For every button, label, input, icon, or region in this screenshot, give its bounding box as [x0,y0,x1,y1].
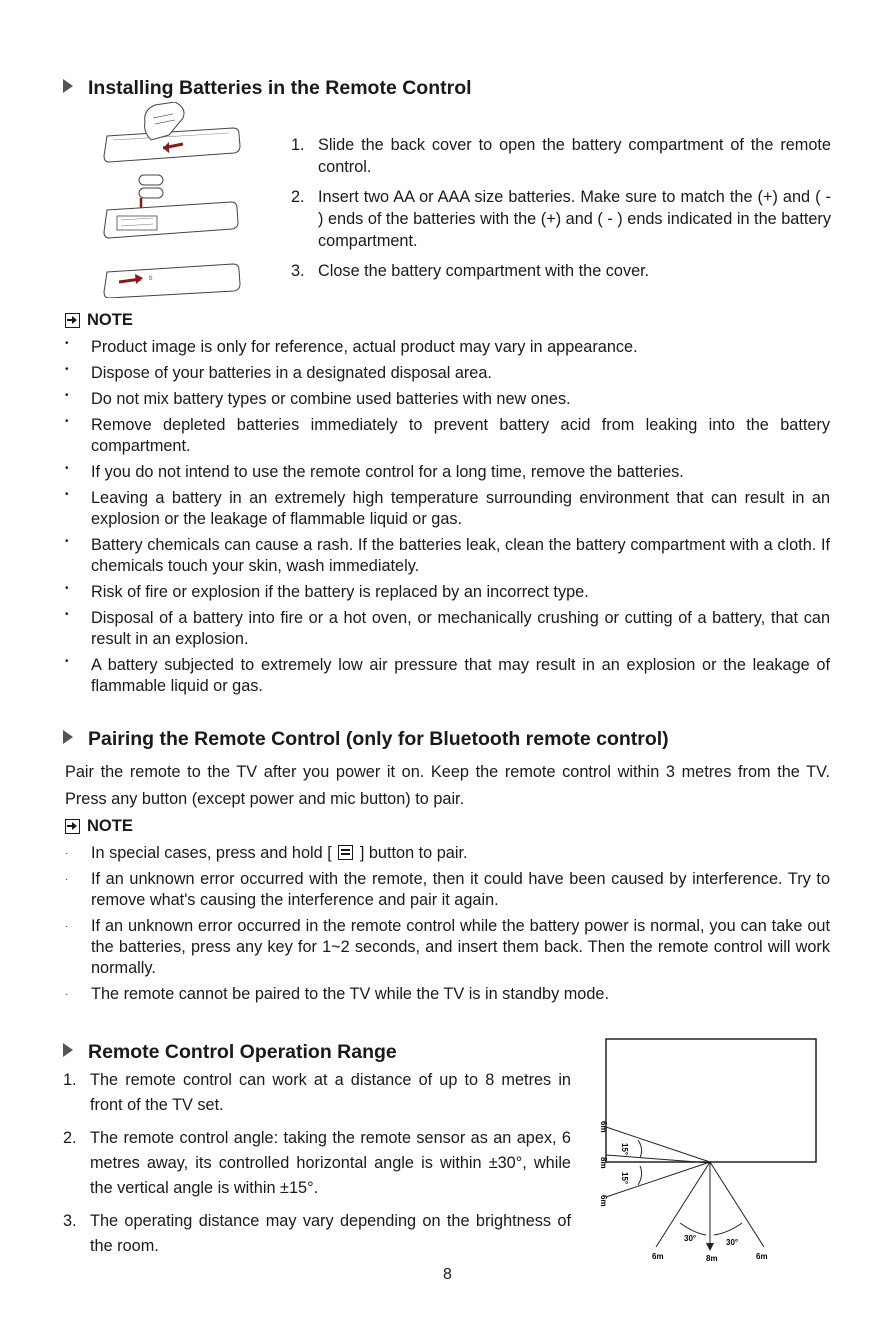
label-15-lower: 15° [620,1172,629,1185]
note-text: If an unknown error occurred in the remote control while the battery power is normal, you can take out the batteries, press any key for 1~2 seconds, and insert them back. Then the remote control will work normally. [91,917,830,977]
note-text: Disposal of a battery into fire or a hot oven, or mechanically crushing or cutting of a battery, that can result in an explosion. [91,609,830,648]
list-item: · In special cases, press and hold [ ] button to pair. [65,843,830,864]
step-number: 3. [63,1212,77,1230]
step-number: 2. [291,188,305,206]
note-arrow-icon [65,819,80,834]
note-text: Product image is only for reference, actual product may vary in appearance. [91,338,638,356]
step-text: Close the battery compartment with the cover. [318,262,650,280]
list-item: • Risk of fire or explosion if the battery is replaced by an incorrect type. [65,582,830,603]
list-item: • Do not mix battery types or combine used batteries with new ones. [65,389,830,410]
list-item [63,1068,571,1118]
list-item [291,186,831,252]
note-heading [65,817,133,836]
note-text: Battery chemicals can cause a rash. If the batteries leak, clean the battery compartment with a cloth. If chemicals touch your skin, wash immediately. [91,536,830,575]
section-title-operation-range [63,1041,397,1064]
operation-range-diagram [592,1037,826,1265]
note-label: NOTE [87,311,133,329]
list-item: · If an unknown error occurred in the remote control while the battery power is normal, you can take out the batteries, press any key for 1~2 seconds, and insert them back. Then the remote control will work normally. [65,917,830,977]
note-arrow-icon [65,313,80,328]
list-item [63,1126,571,1201]
battery-install-illustration [103,102,243,298]
remote-close-cover-illustration [104,264,240,298]
page-number: 8 [443,1266,452,1283]
section-arrow-icon [63,730,73,744]
step-text: Insert two AA or AAA size batteries. Make sure to match the (+) and ( - ) ends of the batteries with the (+) and ( - ) ends indicated in the battery compartment. [318,188,831,250]
list-item [291,134,831,178]
tv-screen-outline [606,1039,816,1162]
label-30-right: 30° [726,1238,739,1247]
step-number: 2. [63,1129,77,1147]
note-heading [65,311,133,330]
label-6m-bottom: 6m [599,1195,608,1207]
label-8m-center: 8m [706,1254,718,1263]
note-text: Do not mix battery types or combine used batteries with new ones. [91,390,571,408]
remote-open-cover-illustration [104,102,240,162]
label-8m-side: 8m [599,1157,608,1169]
list-item: • Dispose of your batteries in a designated disposal area. [65,363,830,384]
list-item: • Disposal of a battery into fire or a hot oven, or mechanically crushing or cutting of a battery, that can result in an explosion. [65,609,830,648]
note-text: The remote cannot be paired to the TV while the TV is in standby mode. [91,985,609,1003]
list-item: · If an unknown error occurred with the remote, then it could have been caused by interference. Try to remove what's causing the interference and pair it again. [65,870,830,909]
note-list-pairing [65,843,830,1010]
note-list-batteries [65,337,830,702]
note-text-part: ] button to pair. [359,844,468,862]
section-title-text: Installing Batteries in the Remote Control [88,77,472,99]
remote-open-compartment-illustration [104,202,238,238]
step-number: 1. [63,1071,77,1089]
list-item: • If you do not intend to use the remote control for a long time, remove the batteries. [65,462,830,483]
step-number: 1. [291,136,305,154]
note-label: NOTE [87,817,133,835]
menu-key-icon [338,845,353,860]
pairing-intro-text: Pair the remote to the TV after you power it on. Keep the remote control within 3 metres from the TV. Press any button (except power and mic button) to pair. [65,763,830,808]
section-arrow-icon [63,1043,73,1057]
note-text: Leaving a battery in an extremely high temperature surrounding environment that can result in an explosion or the leakage of flammable liquid or gas. [91,489,830,528]
label-15-upper: 15° [620,1143,629,1156]
list-item: • Battery chemicals can cause a rash. If the batteries leak, clean the battery compartment with a cloth. If chemicals touch your skin, wash immediately. [65,536,830,575]
note-text: Remove depleted batteries immediately to prevent battery acid from leaking into the battery compartment. [91,416,830,455]
step-text: The operating distance may vary depending on the brightness of the room. [90,1212,571,1255]
section-title-pairing [63,728,669,751]
battery-steps-list [291,134,831,290]
note-text: If an unknown error occurred with the remote, then it could have been caused by interference. Try to remove what's causing the interference and pair it again. [91,870,830,909]
list-item: • Remove depleted batteries immediately to prevent battery acid from leaking into the battery compartment. [65,416,830,455]
svg-text:ti: ti [149,275,153,282]
label-6m-left: 6m [652,1252,664,1261]
note-text: If you do not intend to use the remote control for a long time, remove the batteries. [91,463,684,481]
note-text-part: In special cases, press and hold [ [91,844,332,862]
list-item [63,1209,571,1259]
section-title-installing-batteries [63,77,472,100]
step-text: The remote control angle: taking the remote sensor as an apex, 6 metres away, its controlled horizontal angle is within ±30°, while the vertical angle is within ±15°. [90,1129,571,1197]
label-6m-top: 6m [599,1121,608,1133]
note-text: A battery subjected to extremely low air pressure that may result in an explosion or the leakage of flammable liquid or gas. [91,656,830,695]
list-item: · The remote cannot be paired to the TV while the TV is in standby mode. [65,984,830,1005]
operation-range-list [63,1068,571,1267]
label-6m-right: 6m [756,1252,768,1261]
label-30-left: 30° [684,1234,697,1243]
section-title-text: Remote Control Operation Range [88,1041,397,1063]
list-item: • Leaving a battery in an extremely high temperature surrounding environment that can result in an explosion or the leakage of flammable liquid or gas. [65,489,830,528]
list-item: • A battery subjected to extremely low air pressure that may result in an explosion or the leakage of flammable liquid or gas. [65,656,830,695]
list-item [291,260,831,282]
section-title-text: Pairing the Remote Control (only for Bluetooth remote control) [88,728,669,750]
step-text: Slide the back cover to open the battery compartment of the remote control. [318,136,831,176]
section-arrow-icon [63,79,73,93]
step-text: The remote control can work at a distance of up to 8 metres in front of the TV set. [90,1071,571,1114]
step-number: 3. [291,262,305,280]
note-text: Dispose of your batteries in a designated disposal area. [91,364,492,382]
list-item: • Product image is only for reference, actual product may vary in appearance. [65,337,830,358]
note-text [91,843,830,864]
note-text: Risk of fire or explosion if the battery is replaced by an incorrect type. [91,583,589,601]
